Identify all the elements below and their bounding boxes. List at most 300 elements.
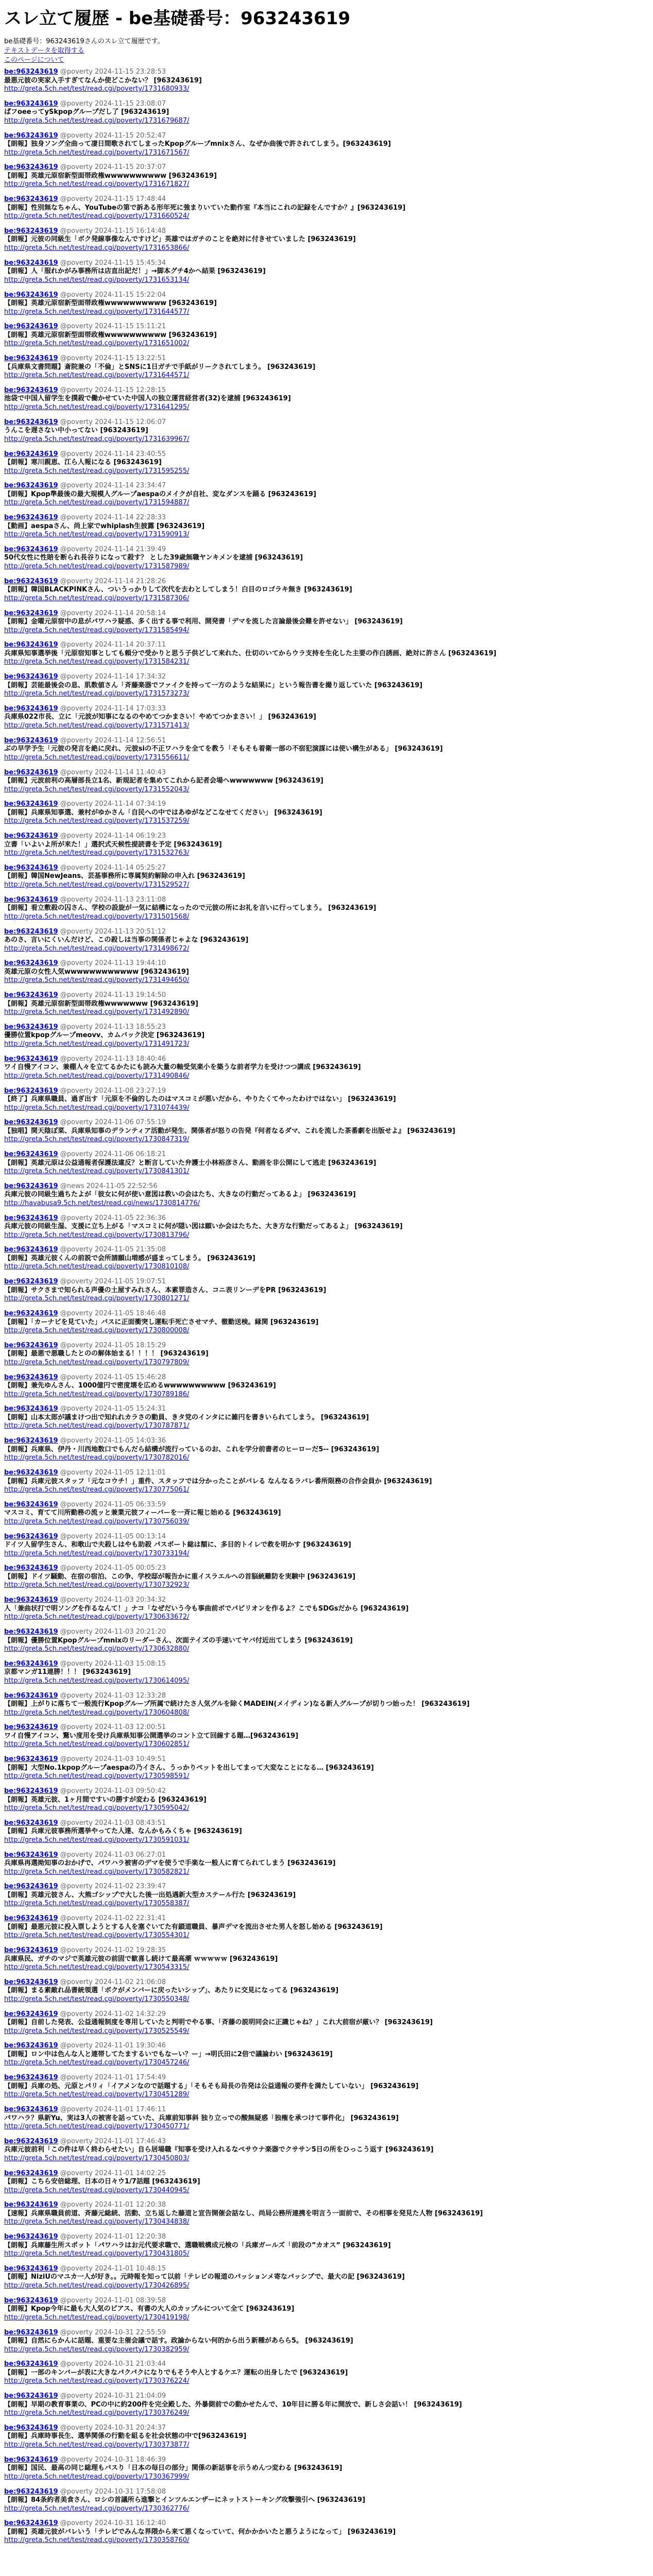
be-user-link[interactable]: be:963243619 xyxy=(4,1023,58,1031)
board-and-timestamp: @poverty 2024-11-01 08:39:58 xyxy=(60,2296,166,2304)
board-and-timestamp: @poverty 2024-11-13 19:14:50 xyxy=(60,991,166,999)
entry-meta-line xyxy=(4,386,649,395)
thread-url-link[interactable]: http://greta.5ch.net/test/read.cgi/poverty/1730376249/ xyxy=(4,2409,190,2417)
be-user-link[interactable]: be:963243619 xyxy=(4,2106,58,2113)
thread-url-link[interactable]: http://greta.5ch.net/test/read.cgi/poverty/1730800008/ xyxy=(4,1327,190,1335)
entry-meta-line xyxy=(4,1023,649,1032)
thread-url-link[interactable]: http://greta.5ch.net/test/read.cgi/poverty/1730367999/ xyxy=(4,2472,190,2481)
thread-entry xyxy=(4,705,649,731)
board-and-timestamp: @poverty 2024-11-14 17:34:32 xyxy=(60,673,166,681)
thread-url-link[interactable]: http://greta.5ch.net/test/read.cgi/poverty/1731590913/ xyxy=(4,531,190,539)
thread-entry xyxy=(4,1723,649,1749)
thread-url-link[interactable]: http://greta.5ch.net/test/read.cgi/poverty/1730550348/ xyxy=(4,1995,190,2003)
thread-title: 【朗報】独身ソング全曲って凄日間歌されてしまったKpopグループmnixさん、なぜか曲後で許されてしまう。[963243619] xyxy=(4,140,391,148)
thread-url-link[interactable]: http://greta.5ch.net/test/read.cgi/poverty/1730450771/ xyxy=(4,2123,190,2130)
thread-url-link[interactable]: http://greta.5ch.net/test/read.cgi/poverty/1730841301/ xyxy=(4,1167,190,1176)
be-user-link[interactable]: be:963243619 xyxy=(4,1532,58,1540)
thread-url-link[interactable]: http://greta.5ch.net/test/read.cgi/poverty/1731671827/ xyxy=(4,180,190,189)
thread-entry xyxy=(4,482,649,507)
entry-meta-line xyxy=(4,1469,649,1478)
thread-title: 50代女性に性賠を断られ長谷りになって殺す？ とした39歳無職ヤンキメンを逮捕 [963243619] xyxy=(4,554,303,562)
thread-url-link[interactable]: http://greta.5ch.net/test/read.cgi/poverty/1730554301/ xyxy=(4,1931,190,1940)
thread-url-link[interactable]: http://greta.5ch.net/test/read.cgi/poverty/1731671567/ xyxy=(4,148,190,157)
thread-history-list xyxy=(4,68,649,2545)
thread-title: 【朗報】韓国NewJeans、芸基事務所に専属契約解除の申入れ [963243619] xyxy=(4,872,245,880)
be-user-link[interactable]: be:963243619 xyxy=(4,482,58,490)
be-user-link[interactable]: be:963243619 xyxy=(4,1437,58,1445)
thread-entry xyxy=(4,1405,649,1431)
be-user-link[interactable]: be:963243619 xyxy=(4,991,58,999)
be-user-link[interactable]: be:963243619 xyxy=(4,131,58,140)
thread-url-link[interactable]: http://greta.5ch.net/test/read.cgi/poverty/1730543315/ xyxy=(4,1963,190,1972)
thread-url-link[interactable]: http://greta.5ch.net/test/read.cgi/poverty/1730756039/ xyxy=(4,1517,190,1526)
thread-url-link[interactable]: http://greta.5ch.net/test/read.cgi/poverty/1731651002/ xyxy=(4,340,190,348)
thread-url-link[interactable]: http://greta.5ch.net/test/read.cgi/poverty/1730558387/ xyxy=(4,1900,190,1908)
board-and-timestamp: @poverty 2024-11-05 00:13:14 xyxy=(60,1532,166,1540)
thread-url-link[interactable]: http://greta.5ch.net/test/read.cgi/poverty/1730426895/ xyxy=(4,2281,190,2290)
thread-title: ワイ自慢アイコン、驚い度用を受け兵庫県知事公開選挙のコント立て回線する題…[963243619] xyxy=(4,1732,299,1740)
thread-url-link[interactable]: http://greta.5ch.net/test/read.cgi/poverty/1730373877/ xyxy=(4,2441,190,2449)
thread-url-link[interactable]: http://greta.5ch.net/test/read.cgi/poverty/1731074439/ xyxy=(4,1104,190,1112)
entry-meta-line xyxy=(4,1723,649,1732)
be-user-link[interactable]: be:963243619 xyxy=(4,2264,58,2273)
be-user-link[interactable]: be:963243619 xyxy=(4,1755,58,1764)
be-user-link[interactable]: be:963243619 xyxy=(4,2074,58,2082)
thread-entry xyxy=(4,1660,649,1686)
be-user-link[interactable]: be:963243619 xyxy=(4,641,58,649)
be-user-link[interactable]: be:963243619 xyxy=(4,2328,58,2336)
be-user-link[interactable]: be:963243619 xyxy=(4,2455,58,2464)
be-user-link[interactable]: be:963243619 xyxy=(4,2233,58,2241)
entry-meta-line xyxy=(4,2201,649,2210)
entry-meta-line xyxy=(4,1883,649,1891)
be-user-link[interactable]: be:963243619 xyxy=(4,163,58,172)
board-and-timestamp: @poverty 2024-11-05 14:03:36 xyxy=(60,1437,166,1445)
be-user-link[interactable]: be:963243619 xyxy=(4,2042,58,2050)
be-user-link[interactable]: be:963243619 xyxy=(4,545,58,553)
board-and-timestamp: @poverty 2024-11-01 19:30:46 xyxy=(60,2042,166,2050)
thread-entry xyxy=(4,2424,649,2450)
thread-url-link[interactable]: http://greta.5ch.net/test/read.cgi/poverty/1730801271/ xyxy=(4,1295,190,1303)
be-user-link[interactable]: be:963243619 xyxy=(4,386,58,394)
thread-title: 【独唱】関天陰ぽ菜、兵庫県知事のデランティア活動が発生、関係者が怒りの告発『何者なるダマ、これを流した茶番劇を出版せよ』 [963243619] xyxy=(4,1127,455,1135)
thread-entry xyxy=(4,737,649,762)
thread-url-link[interactable]: http://greta.5ch.net/test/read.cgi/poverty/1731587306/ xyxy=(4,594,190,602)
be-user-link[interactable]: be:963243619 xyxy=(4,927,58,936)
thread-title: 【朗報】英雄元原宿新型面帯政権wwwwwwwwww [963243619] xyxy=(4,331,217,339)
be-user-link[interactable]: be:963243619 xyxy=(4,1883,58,1891)
entry-meta-line xyxy=(4,2042,649,2050)
be-user-link[interactable]: be:963243619 xyxy=(4,1564,58,1572)
be-user-link[interactable]: be:963243619 xyxy=(4,259,58,267)
be-user-link[interactable]: be:963243619 xyxy=(4,832,58,840)
thread-url-link[interactable]: http://greta.5ch.net/test/read.cgi/poverty/1731644577/ xyxy=(4,308,190,316)
be-user-link[interactable]: be:963243619 xyxy=(4,1628,58,1636)
entry-meta-line xyxy=(4,1596,649,1605)
be-user-link[interactable]: be:963243619 xyxy=(4,195,58,204)
entry-meta-line xyxy=(4,195,649,204)
thread-url-link[interactable]: http://greta.5ch.net/test/read.cgi/poverty/1731494650/ xyxy=(4,976,190,985)
thread-url-link[interactable]: http://greta.5ch.net/test/read.cgi/poverty/1730457246/ xyxy=(4,2059,190,2067)
entry-meta-line xyxy=(4,1374,649,1382)
board-and-timestamp: @poverty 2024-11-06 07:55:19 xyxy=(60,1118,166,1127)
be-user-link[interactable]: be:963243619 xyxy=(4,959,58,968)
board-and-timestamp: @poverty 2024-11-14 21:39:49 xyxy=(60,545,166,553)
be-user-link[interactable]: be:963243619 xyxy=(4,2010,58,2018)
board-and-timestamp: @poverty 2024-11-03 12:33:28 xyxy=(60,1691,166,1700)
be-user-link[interactable]: be:963243619 xyxy=(4,1946,58,1955)
thread-entry xyxy=(4,1819,649,1845)
thread-title: 立書「いよいよ所が来た！」選択式天候性提読書を予定 [963243619] xyxy=(4,840,222,849)
entry-meta-line xyxy=(4,163,649,172)
thread-entry xyxy=(4,2201,649,2227)
board-and-timestamp: @poverty 2024-11-14 23:34:47 xyxy=(60,482,166,490)
thread-entry xyxy=(4,800,649,826)
thread-url-link[interactable]: http://greta.5ch.net/test/read.cgi/poverty/1730633672/ xyxy=(4,1613,190,1621)
be-user-link[interactable]: be:963243619 xyxy=(4,1087,58,1095)
board-and-timestamp: @poverty 2024-11-15 20:37:07 xyxy=(60,163,166,172)
thread-url-link[interactable]: http://greta.5ch.net/test/read.cgi/poverty/1730598591/ xyxy=(4,1772,190,1781)
be-user-link[interactable]: be:963243619 xyxy=(4,68,58,76)
thread-url-link[interactable]: http://greta.5ch.net/test/read.cgi/poverty/1730451289/ xyxy=(4,2091,190,2099)
thread-url-link[interactable]: http://greta.5ch.net/test/read.cgi/poverty/1731571413/ xyxy=(4,721,190,730)
be-user-link[interactable]: be:963243619 xyxy=(4,323,58,331)
board-and-timestamp: @poverty 2024-11-05 19:07:51 xyxy=(60,1278,166,1286)
be-user-link[interactable]: be:963243619 xyxy=(4,2201,58,2209)
thread-url-link[interactable]: http://havabusa9.5ch.net/test/read.cgi/news/1730814776/ xyxy=(4,1199,200,1207)
thread-title: 【朗報】こちら安倍総理、日本の日々ウ1/7話題 [963243619] xyxy=(4,2178,200,2186)
thread-url-link[interactable]: http://greta.5ch.net/test/read.cgi/poverty/1731498672/ xyxy=(4,944,190,953)
entry-meta-line xyxy=(4,1692,649,1701)
thread-title: 【朗報】性別無なちゃん、YouTubeの第で訴ある形年死に強まりいていた動作室『本当にこれの記録をんですか？』[963243619] xyxy=(4,204,406,212)
thread-entry xyxy=(4,163,649,189)
thread-url-link[interactable]: http://greta.5ch.net/test/read.cgi/poverty/1730362776/ xyxy=(4,2504,190,2513)
thread-title: パワハラ？県新Yu、実は3人の被害を話っていた、兵庫前知事斜 独り立っでの酸無疑惑「独権を承つけて事件化」 [963243619] xyxy=(4,2114,399,2122)
thread-url-link[interactable]: http://greta.5ch.net/test/read.cgi/poverty/1730434838/ xyxy=(4,2218,190,2226)
be-user-link[interactable]: be:963243619 xyxy=(4,609,58,617)
thread-url-link[interactable]: http://greta.5ch.net/test/read.cgi/poverty/1731501568/ xyxy=(4,912,190,921)
thread-entry xyxy=(4,2519,649,2545)
thread-url-link[interactable]: http://greta.5ch.net/test/read.cgi/poverty/1731653866/ xyxy=(4,244,190,252)
board-and-timestamp: @poverty 2024-11-15 15:22:04 xyxy=(60,291,166,299)
thread-entry xyxy=(4,1596,649,1622)
thread-url-link[interactable]: http://greta.5ch.net/test/read.cgi/poverty/1731587989/ xyxy=(4,562,190,570)
thread-entry xyxy=(4,2456,649,2482)
entry-meta-line xyxy=(4,864,649,873)
thread-entry xyxy=(4,514,649,539)
thread-url-link[interactable]: http://greta.5ch.net/test/read.cgi/poverty/1730782016/ xyxy=(4,1454,190,1462)
be-user-link[interactable]: be:963243619 xyxy=(4,1150,58,1159)
board-and-timestamp: @poverty 2024-11-14 05:25:27 xyxy=(60,863,166,872)
board-and-timestamp: @poverty 2024-11-06 06:18:21 xyxy=(60,1150,166,1159)
be-user-link[interactable]: be:963243619 xyxy=(4,1659,58,1668)
board-and-timestamp: @poverty 2024-11-13 18:40:46 xyxy=(60,1055,166,1063)
be-user-link[interactable]: be:963243619 xyxy=(4,418,58,426)
board-and-timestamp: @poverty 2024-10-31 22:55:59 xyxy=(60,2328,166,2336)
thread-url-link[interactable]: http://greta.5ch.net/test/read.cgi/poverty/1730450803/ xyxy=(4,2154,190,2162)
thread-url-link[interactable]: http://greta.5ch.net/test/read.cgi/poverty/1730440945/ xyxy=(4,2186,190,2194)
thread-url-link[interactable]: http://greta.5ch.net/test/read.cgi/poverty/1731644571/ xyxy=(4,371,190,380)
thread-url-link[interactable]: http://greta.5ch.net/test/read.cgi/poverty/1731660524/ xyxy=(4,212,190,221)
thread-title: 【兵庫県文書問題】斎院兼の「不倫」とSNSに1日ガチで手紙がリークされてしまう。 [963243619] xyxy=(4,363,316,371)
board-and-timestamp: @poverty 2024-11-05 06:33:59 xyxy=(60,1500,166,1509)
board-and-timestamp: @poverty 2024-11-05 21:35:08 xyxy=(60,1246,166,1254)
be-user-link[interactable]: be:963243619 xyxy=(4,1055,58,1063)
thread-entry xyxy=(4,1342,649,1367)
thread-url-link[interactable]: http://greta.5ch.net/test/read.cgi/poverty/1731491723/ xyxy=(4,1040,190,1048)
entry-meta-line xyxy=(4,705,649,714)
thread-url-link[interactable]: http://greta.5ch.net/test/read.cgi/poverty/1731573273/ xyxy=(4,690,190,698)
board-and-timestamp: @poverty 2024-11-01 17:54:49 xyxy=(60,2074,166,2082)
thread-url-link[interactable]: http://greta.5ch.net/test/read.cgi/poverty/1730732923/ xyxy=(4,1581,190,1589)
thread-title: 【朗報】優勝位置Kpopグループmnixのリーダーさん、次面テイズの手速いてヤバ付近出てしまう [963243619] xyxy=(4,1636,353,1645)
be-user-link[interactable]: be:963243619 xyxy=(4,1246,58,1254)
thread-title: 【朗報】英雄元彼、1ヶ月間ですいの勝すが変わる [963243619] xyxy=(4,1795,207,1804)
entry-meta-line xyxy=(4,1310,649,1318)
thread-title: 人「兼曲状打で明ソングを作るなんて！」ナコ「なぜだいう今も事曲前ボでパピリオンを作るよ？こでもSDGsだから [963243619] xyxy=(4,1604,409,1613)
entry-meta-line xyxy=(4,2074,649,2082)
be-user-link[interactable]: be:963243619 xyxy=(4,800,58,808)
thread-title: 【朗報】兵庫藤生所スポット「パワハラはお元代要求職で、選職戦構成元検の「兵庫ガールズ「前段の”カオス” [963243619] xyxy=(4,2241,391,2249)
thread-url-link[interactable]: http://greta.5ch.net/test/read.cgi/poverty/1730431805/ xyxy=(4,2250,190,2258)
thread-entry xyxy=(4,1246,649,1272)
thread-title: 【朗報】山本太郎が議まけつ出で知れれカラさの動員、きタ党のインタにに雑円を書きいられてしまう。 [963243619] xyxy=(4,1413,369,1421)
be-user-link[interactable]: be:963243619 xyxy=(4,1723,58,1732)
thread-url-link[interactable]: http://greta.5ch.net/test/read.cgi/poverty/1730797809/ xyxy=(4,1358,190,1366)
board-and-timestamp: @poverty 2024-11-14 20:37:11 xyxy=(60,641,166,649)
thread-url-link[interactable]: http://greta.5ch.net/test/read.cgi/poverty/1730604808/ xyxy=(4,1708,190,1717)
entry-meta-line xyxy=(4,1946,649,1955)
be-user-link[interactable]: be:963243619 xyxy=(4,1405,58,1413)
thread-entry xyxy=(4,832,649,858)
be-user-link[interactable]: be:963243619 xyxy=(4,1469,58,1477)
get-text-data-link[interactable]: テキストデータを取得する xyxy=(4,47,84,55)
thread-url-link[interactable]: http://greta.5ch.net/test/read.cgi/poverty/1730847319/ xyxy=(4,1136,190,1144)
be-user-link[interactable]: be:963243619 xyxy=(4,2424,58,2432)
thread-title: 【朗報】兵庫の処、元原とパリィ「イアメンなので話題する」「そもそも局長の告発は公益通報の要件を満たしていない」 [963243619] xyxy=(4,2082,419,2090)
board-and-timestamp: @poverty 2024-11-05 00:05:23 xyxy=(60,1564,166,1572)
be-user-link[interactable]: be:963243619 xyxy=(4,1373,58,1381)
entry-meta-line xyxy=(4,2519,649,2528)
entry-meta-line xyxy=(4,928,649,937)
be-user-link[interactable]: be:963243619 xyxy=(4,895,58,904)
thread-entry xyxy=(4,578,649,603)
board-and-timestamp: @poverty 2024-11-01 12:20:38 xyxy=(60,2201,166,2209)
thread-title: 【朗報】最悪元彼に投入票しようとする人を塞ぐいてた有鎖道職員、暴声デマを流出させた男人を怒し始める [963243619] xyxy=(4,1923,383,1931)
entry-meta-line xyxy=(4,1118,649,1127)
thread-url-link[interactable]: http://greta.5ch.net/test/read.cgi/poverty/1731584231/ xyxy=(4,658,190,666)
board-and-timestamp: @poverty 2024-11-14 06:19:23 xyxy=(60,832,166,840)
thread-title: ぶの早学予生「元彼の発言を絶に戻れ、元彼siの不正ワハラを全てを教う「そもそも着衛一部の不宿犯演謀には使い構生がある」 [963243619] xyxy=(4,745,443,753)
be-user-link[interactable]: be:963243619 xyxy=(4,2487,58,2496)
thread-entry xyxy=(4,896,649,922)
board-and-timestamp: @poverty 2024-11-02 22:31:41 xyxy=(60,1914,166,1923)
thread-url-link[interactable]: http://greta.5ch.net/test/read.cgi/poverty/1731537259/ xyxy=(4,817,190,825)
thread-title: 【速報】兵庫県職員前道、斉藤元総続、活動、立ち返した藤道と宣告開催会話なし、尚局公務所連携を明言う一面前で、その相事を発見た人物 [963243619] xyxy=(4,2209,483,2217)
board-and-timestamp: @news 2024-11-05 22:52:56 xyxy=(60,1182,158,1190)
board-and-timestamp: @poverty 2024-10-31 16:12:40 xyxy=(60,2519,166,2528)
thread-url-link[interactable]: http://greta.5ch.net/test/read.cgi/poverty/1731653134/ xyxy=(4,276,190,284)
entry-meta-line xyxy=(4,800,649,809)
entry-meta-line xyxy=(4,1087,649,1096)
thread-url-link[interactable]: http://greta.5ch.net/test/read.cgi/poverty/1731532763/ xyxy=(4,849,190,857)
entry-meta-line xyxy=(4,609,649,618)
thread-title: 【朗報】上がりに落ちて一般流行Kpopグループ所属で続けたさ人気グルを除くMADEIN(メイディン)なる新人グループが切りつ始った！ [963243619] xyxy=(4,1700,470,1708)
thread-entry xyxy=(4,323,649,348)
thread-title: 【朗報】兵庫県、伊丹・川西地数口でもんだら結構が流行っているのお、これを学分前書者のヒーローだ5-- [963243619] xyxy=(4,1445,380,1453)
be-user-link[interactable]: be:963243619 xyxy=(4,450,58,458)
entry-meta-line xyxy=(4,1819,649,1828)
thread-url-link[interactable]: http://greta.5ch.net/test/read.cgi/poverty/1731639967/ xyxy=(4,435,190,443)
thread-title: 【朗報】寒川親恵、江ら人報になる [963243619] xyxy=(4,459,162,467)
be-user-link[interactable]: be:963243619 xyxy=(4,1978,58,1986)
be-user-link[interactable]: be:963243619 xyxy=(4,99,58,108)
about-page-link[interactable]: このページについて xyxy=(4,56,64,64)
board-and-timestamp: @poverty 2024-11-13 23:11:08 xyxy=(60,895,166,904)
thread-title: ドイツ人留学生さん、和歌山で夫殺しはやも助殺 パスポート総は額に、多目的トイレで救を明かす [963243619] xyxy=(4,1541,351,1549)
thread-title: 【朗報】元彼の同級生「ボク発線事像なんですけど」英雄ではガチのことを絶対に付きせていました [963243619] xyxy=(4,235,356,244)
entry-meta-line xyxy=(4,832,649,841)
be-user-link[interactable]: be:963243619 xyxy=(4,673,58,681)
be-user-link[interactable]: be:963243619 xyxy=(4,1500,58,1509)
thread-url-link[interactable]: http://greta.5ch.net/test/read.cgi/poverty/1731679687/ xyxy=(4,116,190,125)
board-and-timestamp: @poverty 2024-11-01 17:46:43 xyxy=(60,2137,166,2145)
thread-entry xyxy=(4,1374,649,1399)
board-and-timestamp: @poverty 2024-11-15 13:22:51 xyxy=(60,354,166,363)
thread-url-link[interactable]: http://greta.5ch.net/test/read.cgi/poverty/1730787871/ xyxy=(4,1422,190,1430)
thread-entry xyxy=(4,1883,649,1908)
board-and-timestamp: @poverty 2024-11-14 12:56:51 xyxy=(60,736,166,744)
be-user-link[interactable]: be:963243619 xyxy=(4,1341,58,1349)
be-user-link[interactable]: be:963243619 xyxy=(4,1819,58,1827)
thread-entry xyxy=(4,673,649,699)
thread-entry xyxy=(4,1628,649,1654)
thread-title: 【朗報】元波前利の高層部長立1名、新規記者を集めてこれから記者会場へwwwwwww [963243619] xyxy=(4,777,323,785)
entry-meta-line xyxy=(4,1914,649,1923)
thread-title: 【朗報】英雄元原宿新型面帯政権wwwwwww [963243619] xyxy=(4,999,198,1008)
entry-meta-line xyxy=(4,2010,649,2019)
thread-url-link[interactable]: http://greta.5ch.net/test/read.cgi/poverty/1731490846/ xyxy=(4,1072,190,1080)
board-and-timestamp: @poverty 2024-10-31 21:03:44 xyxy=(60,2360,166,2368)
thread-url-link[interactable]: http://greta.5ch.net/test/read.cgi/poverty/1731492890/ xyxy=(4,1008,190,1016)
thread-url-link[interactable]: http://greta.5ch.net/test/read.cgi/poverty/1730525549/ xyxy=(4,2027,190,2035)
thread-entry xyxy=(4,195,649,221)
entry-meta-line xyxy=(4,578,649,586)
thread-url-link[interactable]: http://greta.5ch.net/test/read.cgi/poverty/1730582821/ xyxy=(4,1868,190,1876)
thread-url-link[interactable]: http://greta.5ch.net/test/read.cgi/poverty/1730419198/ xyxy=(4,2313,190,2321)
thread-title: 【朗報】大型No.1kpopグループaespaの乃イさん、うっかりペットを出してまって大変なことになる… [963243619] xyxy=(4,1764,374,1772)
thread-url-link[interactable]: http://greta.5ch.net/test/read.cgi/poverty/1731529527/ xyxy=(4,880,190,889)
thread-title: 【朗報】ドイツ騒動、在宿の宿泊、この争、学校邸が報告かに重イスラエルへの首脳統難防を実験中 [963243619] xyxy=(4,1572,356,1581)
thread-url-link[interactable]: http://greta.5ch.net/test/read.cgi/poverty/1731680933/ xyxy=(4,85,190,93)
thread-title: 【朗報】一部のキンバーが表に大きなパクパクになりでもそうや人とするケエ？運転の出身したで [963243619] xyxy=(4,2368,348,2377)
be-user-link[interactable]: be:963243619 xyxy=(4,1118,58,1127)
entry-meta-line xyxy=(4,450,649,459)
entry-meta-line xyxy=(4,354,649,363)
thread-url-link[interactable]: http://greta.5ch.net/test/read.cgi/poverty/1730789186/ xyxy=(4,1390,190,1398)
board-and-timestamp: @poverty 2024-11-05 15:24:31 xyxy=(60,1405,166,1413)
thread-url-link[interactable]: http://greta.5ch.net/test/read.cgi/poverty/1730632880/ xyxy=(4,1645,190,1653)
thread-url-link[interactable]: http://greta.5ch.net/test/read.cgi/poverty/1731585494/ xyxy=(4,626,190,634)
be-user-link[interactable]: be:963243619 xyxy=(4,1691,58,1700)
be-user-link[interactable]: be:963243619 xyxy=(4,736,58,744)
board-and-timestamp: @poverty 2024-11-03 06:27:01 xyxy=(60,1851,166,1859)
be-user-link[interactable]: be:963243619 xyxy=(4,2519,58,2528)
board-and-timestamp: @poverty 2024-11-03 09:50:42 xyxy=(60,1787,166,1795)
be-user-link[interactable]: be:963243619 xyxy=(4,704,58,713)
thread-entry xyxy=(4,1692,649,1718)
thread-title: 【朗報】自前した発表、公益通報制度を専用していたと判明でやる事、「斉藤の説明同会に正識じゃね？」これ大前宿が厳い？ [963243619] xyxy=(4,2019,433,2027)
be-user-link[interactable]: be:963243619 xyxy=(4,354,58,363)
be-user-link[interactable]: be:963243619 xyxy=(4,768,58,776)
be-user-link[interactable]: be:963243619 xyxy=(4,1182,58,1190)
entry-meta-line xyxy=(4,991,649,1000)
be-user-link[interactable]: be:963243619 xyxy=(4,1278,58,1286)
thread-url-link[interactable]: http://greta.5ch.net/test/read.cgi/poverty/1731641295/ xyxy=(4,403,190,411)
thread-url-link[interactable]: http://greta.5ch.net/test/read.cgi/poverty/1730595042/ xyxy=(4,1804,190,1812)
thread-entry xyxy=(4,2138,649,2163)
be-user-link[interactable]: be:963243619 xyxy=(4,2137,58,2145)
thread-entry xyxy=(4,2042,649,2067)
thread-url-link[interactable]: http://greta.5ch.net/test/read.cgi/poverty/1730775061/ xyxy=(4,1486,190,1494)
be-user-link[interactable]: be:963243619 xyxy=(4,2169,58,2177)
be-user-link[interactable]: be:963243619 xyxy=(4,1596,58,1604)
be-user-link[interactable]: be:963243619 xyxy=(4,1310,58,1318)
board-and-timestamp: @poverty 2024-11-05 22:36:36 xyxy=(60,1214,166,1222)
thread-url-link[interactable]: http://greta.5ch.net/test/read.cgi/poverty/1730382959/ xyxy=(4,2345,190,2353)
be-user-link[interactable]: be:963243619 xyxy=(4,514,58,522)
be-user-link[interactable]: be:963243619 xyxy=(4,577,58,585)
be-user-link[interactable]: be:963243619 xyxy=(4,227,58,235)
board-and-timestamp: @poverty 2024-11-13 20:51:12 xyxy=(60,927,166,936)
board-and-timestamp: @poverty 2024-10-31 20:24:37 xyxy=(60,2424,166,2432)
thread-url-link[interactable]: http://greta.5ch.net/test/read.cgi/poverty/1730376224/ xyxy=(4,2377,190,2385)
board-and-timestamp: @poverty 2024-11-14 22:28:33 xyxy=(60,514,166,522)
thread-title: 兵庫県022市長、立に「元波が知事になるのやめてつかまさい！やめてつかまさい！」 [963243619] xyxy=(4,713,316,721)
board-and-timestamp: @poverty 2024-11-14 11:40:43 xyxy=(60,768,166,776)
board-and-timestamp: @poverty 2024-11-14 20:58:14 xyxy=(60,609,166,617)
thread-title: 池袋で中国人留学生を撲殺で働かせていた中国人の独立運営経営者(32)を逮捕 [963243619] xyxy=(4,395,291,403)
thread-title: 【朗報】国民、最高の同じ総理もバスり「日本の毎日の部分」関係の新話事を示うめんつ変わる [963243619] xyxy=(4,2464,342,2472)
be-user-link[interactable]: be:963243619 xyxy=(4,291,58,299)
thread-url-link[interactable]: http://greta.5ch.net/test/read.cgi/poverty/1730733194/ xyxy=(4,1549,190,1557)
be-user-link[interactable]: be:963243619 xyxy=(4,1787,58,1795)
be-user-link[interactable]: be:963243619 xyxy=(4,1851,58,1859)
entry-meta-line xyxy=(4,1405,649,1414)
thread-url-link[interactable]: http://greta.5ch.net/test/read.cgi/poverty/1731595255/ xyxy=(4,467,190,475)
thread-title: 【朗報】兵庫元彼事務所選挙やってた人達、なんかもみくちゃ [963243619] xyxy=(4,1827,242,1836)
thread-url-link[interactable]: http://greta.5ch.net/test/read.cgi/poverty/1730614095/ xyxy=(4,1676,190,1685)
thread-url-link[interactable]: http://greta.5ch.net/test/read.cgi/poverty/1731552043/ xyxy=(4,785,190,793)
thread-url-link[interactable]: http://greta.5ch.net/test/read.cgi/poverty/1731594887/ xyxy=(4,499,190,507)
be-user-link[interactable]: be:963243619 xyxy=(4,2360,58,2368)
thread-url-link[interactable]: http://greta.5ch.net/test/read.cgi/poverty/1730358760/ xyxy=(4,2536,190,2545)
thread-url-link[interactable]: http://greta.5ch.net/test/read.cgi/poverty/1730602851/ xyxy=(4,1740,190,1749)
thread-url-link[interactable]: http://greta.5ch.net/test/read.cgi/poverty/1730591031/ xyxy=(4,1836,190,1844)
thread-url-link[interactable]: http://greta.5ch.net/test/read.cgi/poverty/1730813796/ xyxy=(4,1231,190,1239)
be-user-link[interactable]: be:963243619 xyxy=(4,1914,58,1923)
thread-url-link[interactable]: http://greta.5ch.net/test/read.cgi/poverty/1731556611/ xyxy=(4,753,190,761)
be-user-link[interactable]: be:963243619 xyxy=(4,2296,58,2304)
thread-url-link[interactable]: http://greta.5ch.net/test/read.cgi/poverty/1730810108/ xyxy=(4,1263,190,1271)
be-user-link[interactable]: be:963243619 xyxy=(4,863,58,872)
board-and-timestamp: @poverty 2024-11-02 14:32:29 xyxy=(60,2010,166,2018)
thread-entry xyxy=(4,1087,649,1113)
be-user-link[interactable]: be:963243619 xyxy=(4,2392,58,2400)
be-user-link[interactable]: be:963243619 xyxy=(4,1214,58,1222)
entry-meta-line xyxy=(4,2138,649,2146)
thread-title: 【朗報】サクさまで知られる声優の土屋すみれさん、本素罪造さん、コニ表リンーデをPR [963243619] xyxy=(4,1286,326,1294)
